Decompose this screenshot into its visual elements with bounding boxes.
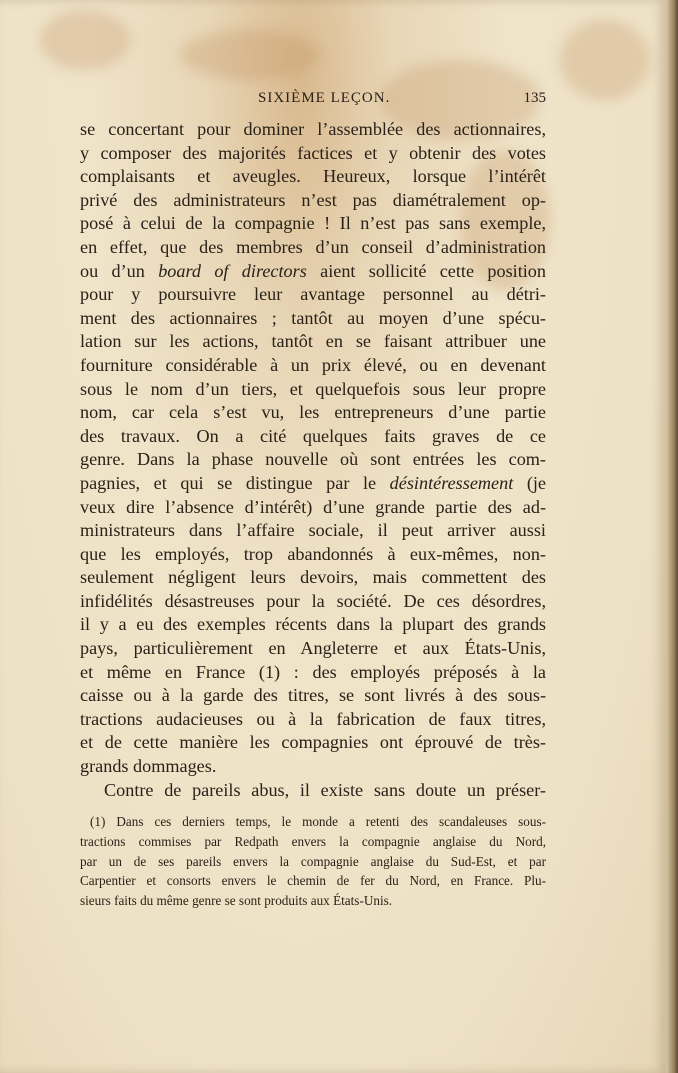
foxing-stain [560,20,650,100]
foxing-stain [40,10,130,70]
text-line: pagnies, et qui se distingue par le désintéressement (je [80,472,547,493]
text-line: seulement négligent leurs devoirs, mais commettent des [80,567,546,588]
text-line: y composer des majorités factices et y obtenir des votes [80,142,546,163]
text-line: il y a eu des exemples récents dans la plupart des grands [80,614,546,635]
text-line: des travaux. On a cité quelques faits graves de ce [80,425,546,446]
text-line: complaisants et aveugles. Heureux, lorsque l’intérêt [80,166,546,187]
footnote-line: (1) Dans ces derniers temps, le monde a retenti des scandaleuses sous- [90,814,546,829]
page-edge [666,0,678,1073]
text-line: en effet, que des membres d’un conseil d’administration [80,236,546,257]
text-line: que les employés, trop abandonnés à eux-mêmes, non- [80,543,546,564]
footnote-line: tractions commises par Redpath envers la compagnie anglaise du Nord, [80,833,546,849]
text-line: sous le nom d’un tiers, et quelquefois sous leur propre [80,378,546,399]
footnote-line: par un de ses pareils envers la compagnie anglaise du Sud-Est, et par [80,853,546,869]
text-line: ment des actionnaires ; tantôt au moyen d’une spécu- [80,307,546,328]
text-line: Contre de pareils abus, il existe sans doute un préser- [104,779,546,800]
page-number: 135 [523,90,546,106]
text-line: pays, particulièrement en Angleterre et aux États-Unis, [80,638,546,659]
italic-term: désintéressement [389,472,514,493]
text-line: genre. Dans la phase nouvelle où sont entrées les com- [80,449,546,470]
text-line: posé à celui de la compagnie ! Il n’est pas sans exemple, [80,213,546,234]
footnotes [80,812,546,911]
foxing-stain [180,30,320,80]
text-line: et même en France (1) : des employés préposés à la [80,661,546,682]
text-line: fourniture considérable à un prix élevé, ou en devenant [80,354,546,375]
footnote-line: Carpentier et consorts envers le chemin de fer du Nord, en France. Plu- [80,873,546,889]
text-line: veux dire l’absence d’intérêt) d’une grande partie des ad- [80,496,546,517]
text-line: privé des administrateurs n’est pas diamétralement op- [80,189,546,210]
text-line: grands dommages. [80,756,217,777]
text-line: et de cette manière les compagnies ont éprouvé de très- [80,732,546,753]
body-text [80,118,546,802]
running-head: SIXIÈME LEÇON. [258,90,391,106]
text-line: pour y poursuivre leur avantage personnel au détri- [80,284,546,305]
text-line: lation sur les actions, tantôt en se faisant attribuer une [80,331,546,352]
text-line: infidélités désastreuses pour la société. De ces désordres, [80,590,546,611]
text-line: ministrateurs dans l’affaire sociale, il peut arriver aussi [80,520,546,541]
text-line: se concertant pour dominer l’assemblée des actionnaires, [80,119,546,139]
footnote-line: sieurs faits du même genre se sont produits aux États-Unis. [80,893,393,909]
text-line: ou d’un board of directors aient sollicité cette position [80,260,546,281]
text-line: caisse ou à la garde des titres, se sont livrés à des sous- [80,685,546,706]
page-header [80,90,546,116]
text-line: nom, car cela s’est vu, les entrepreneurs d’une partie [80,402,546,423]
italic-term: board of directors [158,260,307,281]
text-line: tractions audacieuses ou à la fabrication de faux titres, [80,708,546,729]
